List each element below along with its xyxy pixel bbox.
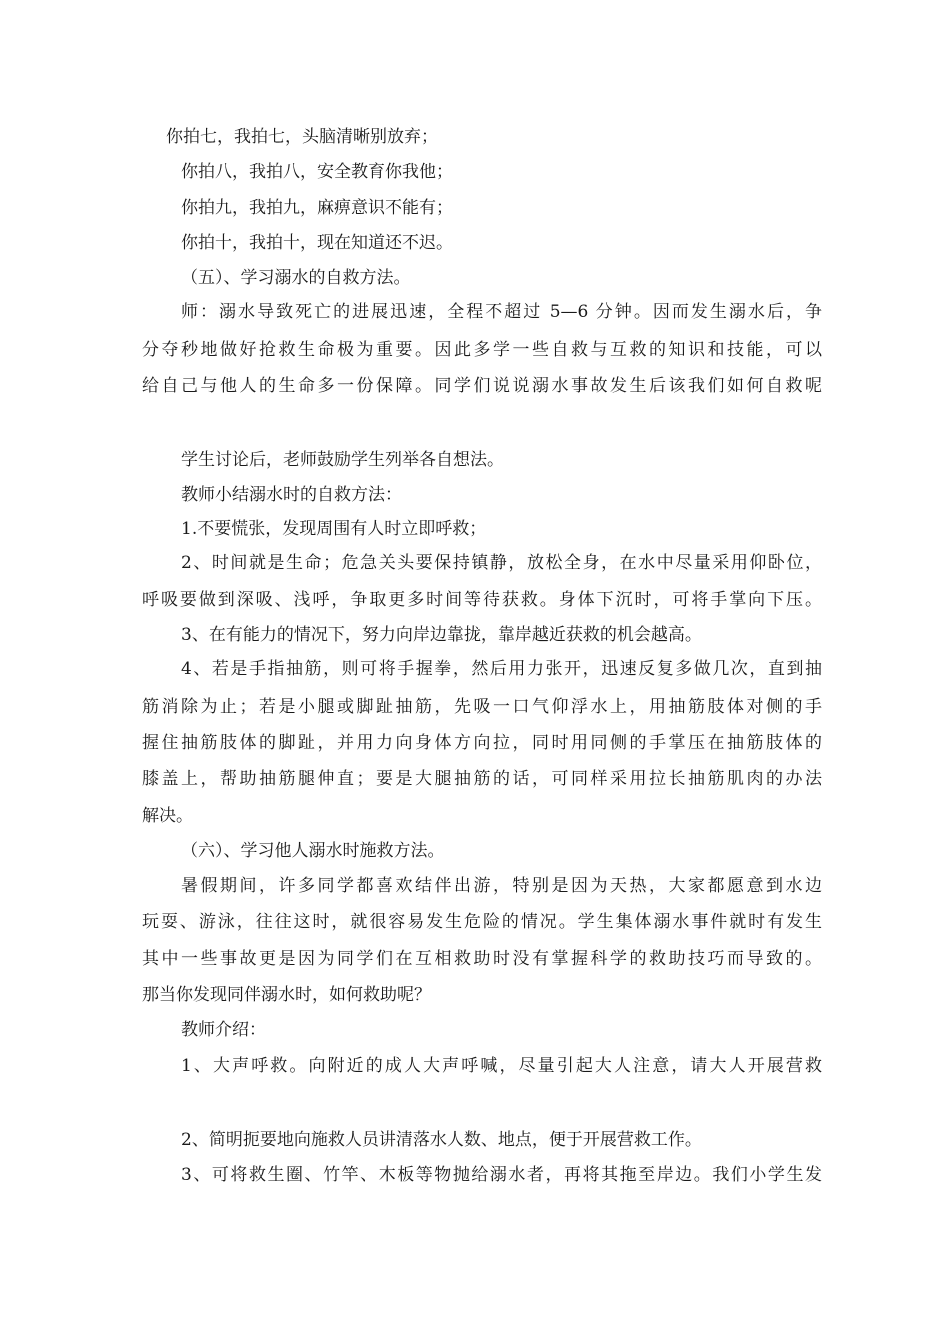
paragraph-line: 那当你发现同伴溺水时，如何救助呢？ — [142, 985, 431, 1005]
list-item: 4、若是手指抽筋，则可将手握拳，然后用力张开，迅速反复多做几次，直到抽 — [181, 659, 822, 679]
list-item: 3、可将救生圈、竹竿、木板等物抛给溺水者，再将其拖至岸边。我们小学生发 — [181, 1165, 822, 1185]
rhyme-line-10: 你拍十，我拍十，现在知道还不迟。 — [181, 233, 453, 253]
rhyme-line-9: 你拍九，我拍九，麻痹意识不能有； — [181, 198, 453, 218]
list-item: 1、大声呼救。向附近的成人大声呼喊，尽量引起大人注意，请大人开展营救 — [181, 1056, 822, 1076]
paragraph-line: 筋消除为止；若是小腿或脚趾抽筋，先吸一口气仰浮水上，用抽筋肢体对侧的手 — [142, 697, 822, 717]
paragraph-line: 教师小结溺水时的自救方法： — [181, 485, 402, 505]
list-item: 2、简明扼要地向施救人员讲清落水人数、地点，便于开展营救工作。 — [181, 1130, 702, 1150]
section-heading-5: （五）、学习溺水的自救方法。 — [181, 268, 411, 288]
list-item: 3、在有能力的情况下，努力向岸边靠拢，靠岸越近获救的机会越高。 — [181, 625, 702, 645]
list-item: 1.不要慌张，发现周围有人时立即呼救； — [181, 519, 487, 539]
paragraph-line: 师：溺水导致死亡的进展迅速，全程不超过 5—6 分钟。因而发生溺水后，争 — [181, 302, 822, 322]
paragraph-line: 玩耍、游泳，往往这时，就很容易发生危险的情况。学生集体溺水事件就时有发生 — [142, 912, 822, 932]
paragraph-line: 呼吸要做到深吸、浅呼，争取更多时间等待获救。身体下沉时，可将手掌向下压。 — [142, 590, 822, 610]
list-item: 2、时间就是生命；危急关头要保持镇静，放松全身，在水中尽量采用仰卧位， — [181, 553, 822, 573]
rhyme-line-7: 你拍七，我拍七，头脑清晰别放弃； — [166, 127, 438, 147]
paragraph-line: 分夺秒地做好抢救生命极为重要。因此多学一些自救与互救的知识和技能，可以 — [142, 340, 822, 360]
paragraph-line: 握住抽筋肢体的脚趾，并用力向身体方向拉，同时用同侧的手掌压在抽筋肢体的 — [142, 733, 822, 753]
paragraph-line: 学生讨论后，老师鼓励学生列举各自想法。 — [181, 450, 504, 470]
rhyme-line-8: 你拍八，我拍八，安全教育你我他； — [181, 162, 453, 182]
paragraph-line: 膝盖上，帮助抽筋腿伸直；要是大腿抽筋的话，可同样采用拉长抽筋肌肉的办法 — [142, 769, 822, 789]
paragraph-line: 其中一些事故更是因为同学们在互相救助时没有掌握科学的救助技巧而导致的。 — [142, 949, 822, 969]
paragraph-line: 给自己与他人的生命多一份保障。同学们说说溺水事故发生后该我们如何自救呢 — [142, 376, 822, 396]
paragraph-line: 教师介绍： — [181, 1020, 266, 1040]
paragraph-line: 暑假期间，许多同学都喜欢结伴出游，特别是因为天热，大家都愿意到水边 — [181, 876, 822, 896]
section-heading-6: （六）、学习他人溺水时施救方法。 — [181, 841, 445, 861]
paragraph-line: 解决。 — [142, 806, 193, 826]
